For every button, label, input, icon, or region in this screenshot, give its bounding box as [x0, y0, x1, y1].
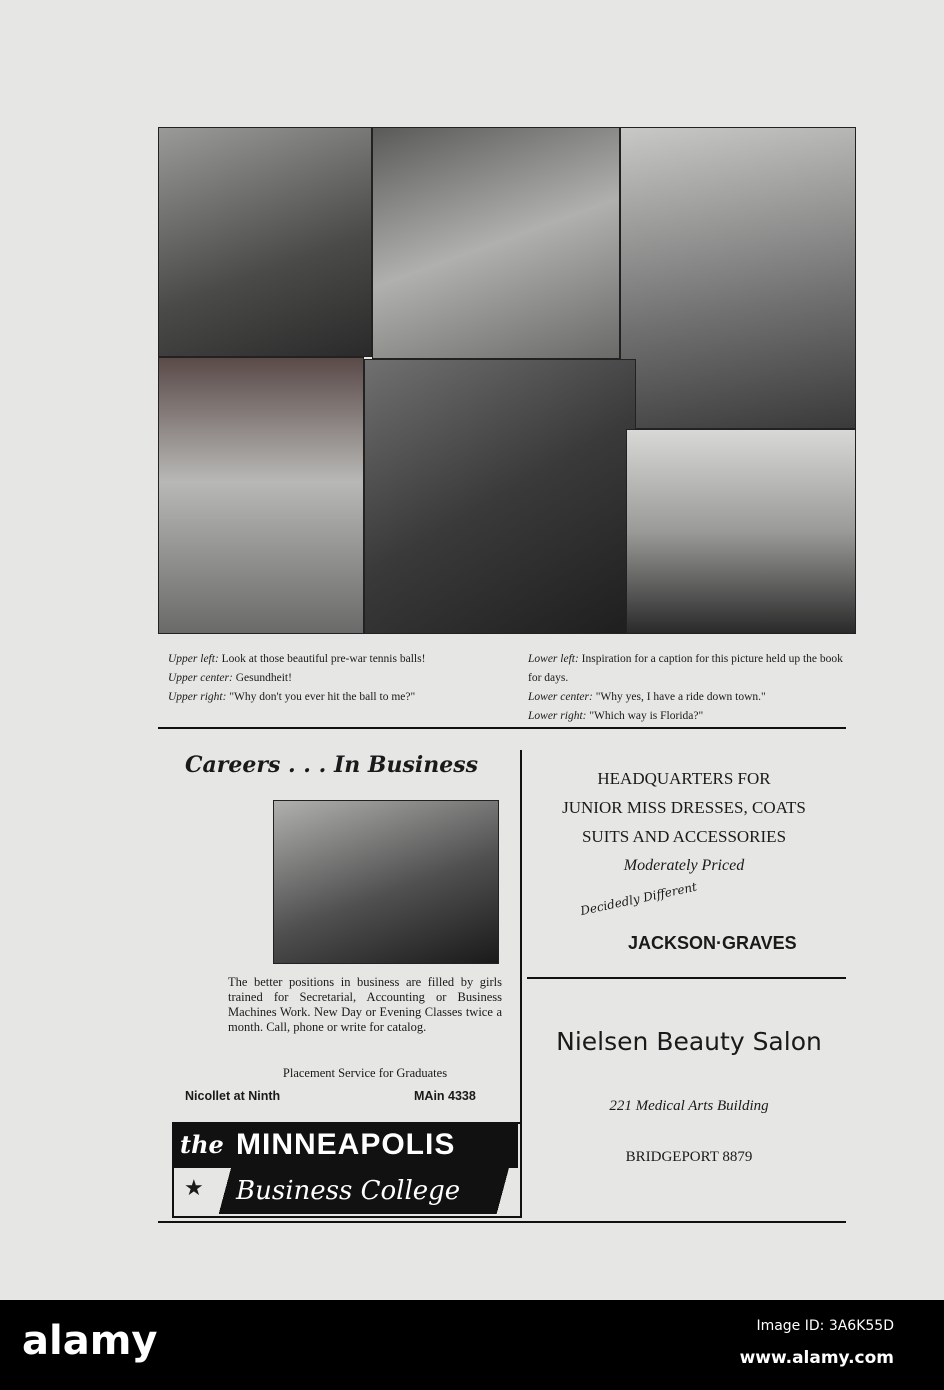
caption-text: Look at those beautiful pre-war tennis balls!: [218, 653, 426, 665]
captions-right: [528, 650, 850, 726]
college-logo: [172, 1122, 522, 1218]
logo-name: MINNEAPOLIS: [236, 1128, 456, 1161]
dress-line: JUNIOR MISS DRESSES, COATS: [562, 798, 806, 817]
photo-upper-center: [372, 127, 620, 359]
dress-ad: [522, 764, 846, 880]
divider: [527, 977, 846, 979]
photo-upper-left: [158, 127, 372, 357]
salon-phone: BRIDGEPORT 8879: [625, 1149, 753, 1165]
photo-lower-left: [158, 357, 364, 634]
divider: [158, 1221, 846, 1223]
business-address: Nicollet at Ninth: [185, 1089, 281, 1103]
captions-left: [168, 650, 508, 707]
salon-name: Nielsen Beauty Salon: [556, 1027, 822, 1056]
dress-line: HEADQUARTERS FOR: [597, 769, 771, 788]
caption-label: Upper right:: [168, 691, 227, 703]
dress-slogan: Decidedly Different: [579, 879, 699, 918]
caption-text: Inspiration for a caption for this picture held up the book for days.: [528, 653, 843, 684]
business-body: The better positions in business are filled by girls trained for Secretarial, Accounting or Business Machines Work. New Day or Evening Classes twice a month. Call, phone or write for catalog.: [228, 975, 502, 1034]
dress-line: SUITS AND ACCESSORIES: [581, 827, 787, 846]
business-phone: MAin 4338: [414, 1089, 476, 1103]
caption-label: Lower left:: [528, 653, 579, 665]
dress-tagline: Moderately Priced: [623, 857, 745, 874]
business-heading: Careers . . . In Business: [185, 752, 478, 778]
caption-label: Upper left:: [168, 653, 219, 665]
alamy-logo: alamy: [22, 1318, 158, 1364]
star-icon: ★: [184, 1176, 204, 1201]
alamy-url: www.alamy.com: [739, 1348, 894, 1368]
caption-label: Lower center:: [528, 691, 593, 703]
salon-address: 221 Medical Arts Building: [609, 1098, 769, 1114]
photo-lower-center: [364, 359, 636, 634]
caption-text: Gesundheit!: [232, 672, 292, 684]
caption-label: Lower right:: [528, 710, 587, 722]
footer: [0, 1300, 944, 1390]
dress-brand: JACKSON·GRAVES: [628, 933, 797, 953]
placement-text: Placement Service for Graduates: [282, 1066, 448, 1080]
divider: [158, 727, 846, 729]
logo-sub: Business College: [236, 1176, 461, 1206]
caption-label: Upper center:: [168, 672, 233, 684]
image-id: Image ID: 3A6K55D: [756, 1318, 894, 1334]
photo-lower-right: [626, 429, 856, 634]
caption-text: "Which way is Florida?": [586, 710, 704, 722]
logo-the: the: [180, 1130, 224, 1159]
caption-text: "Why don't you ever hit the ball to me?": [226, 691, 416, 703]
office-photo: [273, 800, 499, 964]
caption-text: "Why yes, I have a ride down town.": [592, 691, 766, 703]
photo-upper-right: [620, 127, 856, 429]
